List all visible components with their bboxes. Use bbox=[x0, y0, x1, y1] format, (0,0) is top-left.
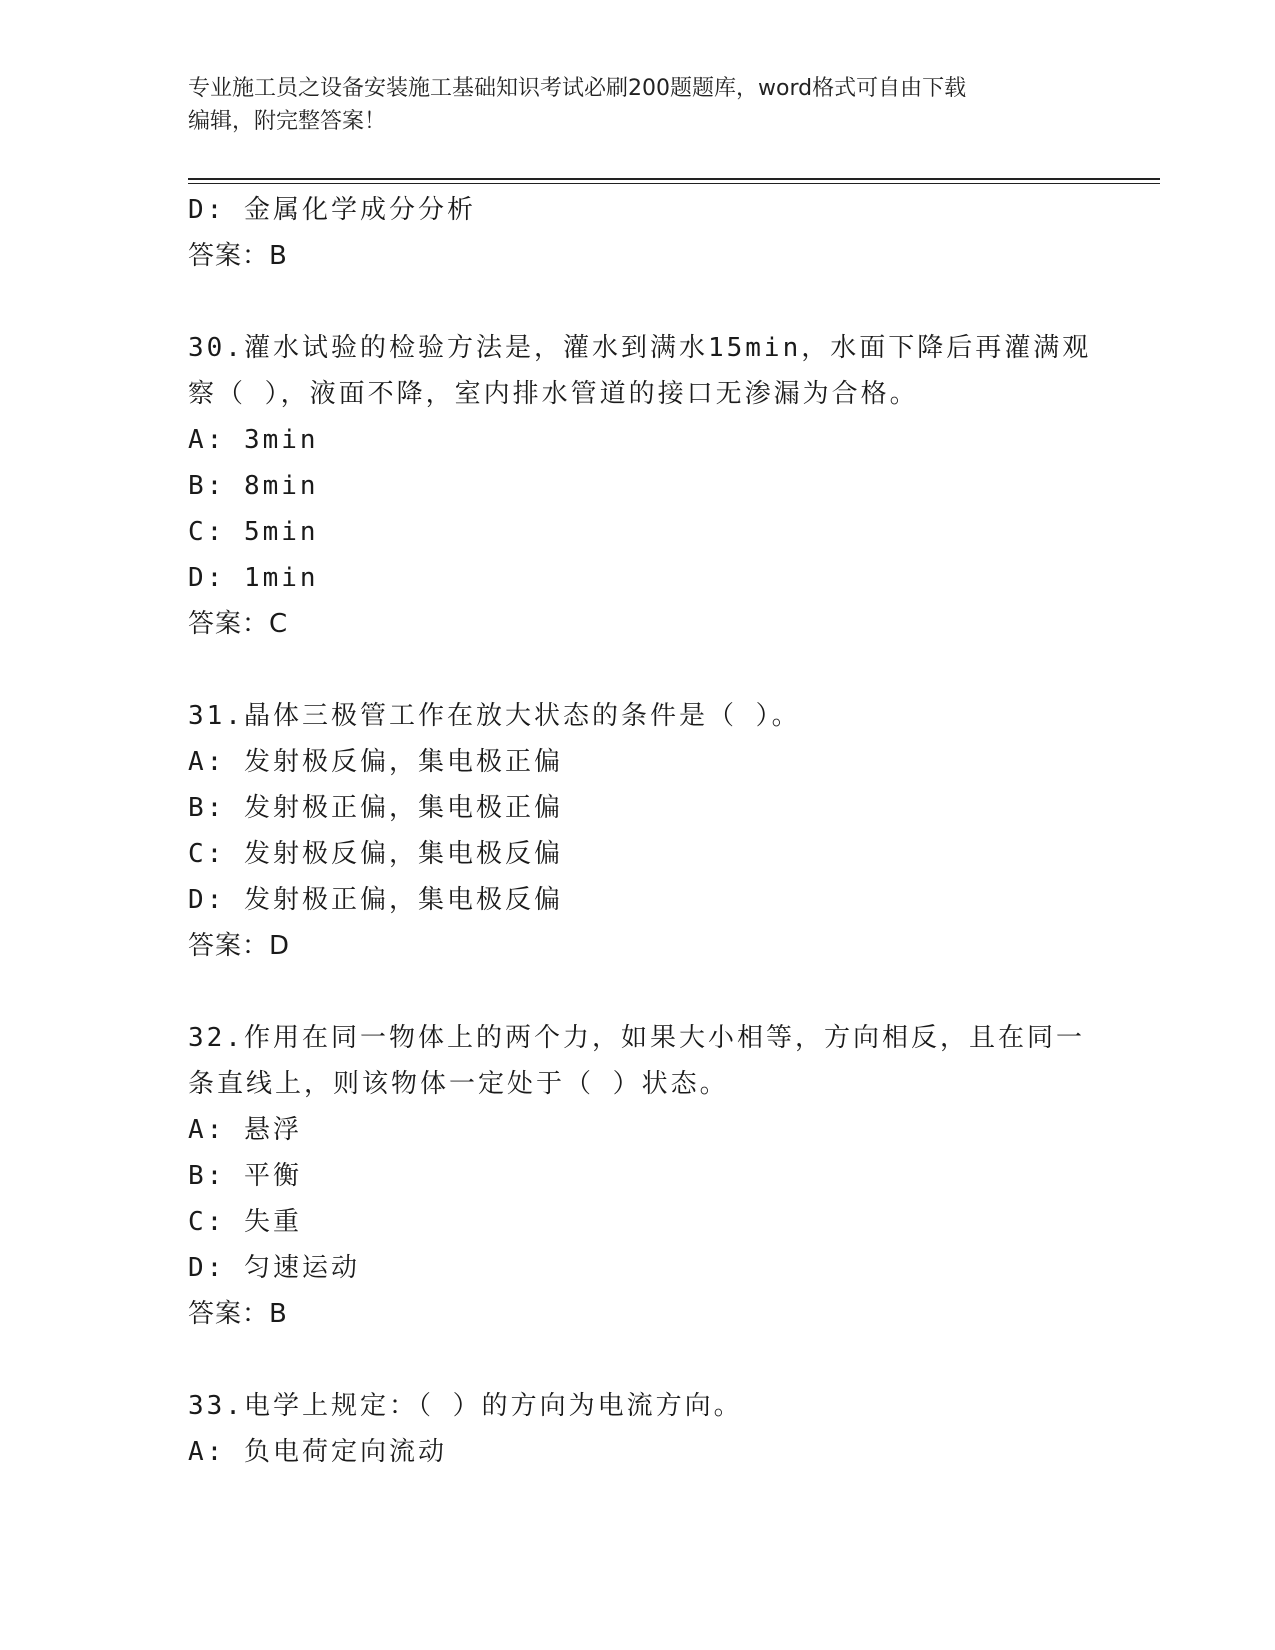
answer-line: 答案：C bbox=[188, 609, 289, 639]
header-title-line-1: 专业施工员之设备安装施工基础知识考试必刷200题题库，word格式可自由下载 bbox=[188, 76, 967, 101]
spacer bbox=[188, 969, 1088, 1015]
spacer bbox=[188, 279, 1088, 325]
header-divider-thin bbox=[188, 183, 1160, 184]
question-stem-line: 31.晶体三极管工作在放大状态的条件是（ ）。 bbox=[188, 701, 801, 731]
question-stem-line: 33.电学上规定：（ ）的方向为电流方向。 bbox=[188, 1391, 743, 1421]
question-stem-line: 30.灌水试验的检验方法是，灌水到满水15min，水面下降后再灌满观 bbox=[188, 333, 1092, 363]
option-a: A: 3min bbox=[188, 425, 319, 455]
option-c: C: 发射极反偏，集电极反偏 bbox=[188, 839, 563, 869]
answer-line: 答案：B bbox=[188, 1299, 288, 1329]
header-title-line-2: 编辑，附完整答案！ bbox=[188, 109, 387, 134]
question-list bbox=[188, 187, 1092, 1475]
option-c: C: 5min bbox=[188, 517, 319, 547]
question-stem-line: 条直线上，则该物体一定处于（ ）状态。 bbox=[188, 1069, 729, 1099]
question-31 bbox=[188, 693, 1088, 969]
spacer bbox=[188, 647, 1088, 693]
option-b: B: 8min bbox=[188, 471, 319, 501]
question-30 bbox=[188, 325, 1092, 647]
page-header bbox=[188, 72, 1068, 138]
option-d: D: 发射极正偏，集电极反偏 bbox=[188, 885, 563, 915]
option-b: B: 平衡 bbox=[188, 1161, 302, 1191]
option-d: D: 匀速运动 bbox=[188, 1253, 360, 1283]
option-a: A: 发射极反偏，集电极正偏 bbox=[188, 747, 563, 777]
question-32 bbox=[188, 1015, 1088, 1337]
answer-line: 答案：D bbox=[188, 931, 291, 961]
answer-line: 答案：B bbox=[188, 241, 288, 271]
option-b: B: 发射极正偏，集电极正偏 bbox=[188, 793, 563, 823]
question-stem-line: 32.作用在同一物体上的两个力，如果大小相等，方向相反，且在同一 bbox=[188, 1023, 1085, 1053]
option-c: C: 失重 bbox=[188, 1207, 302, 1237]
question-stem-line: 察（ ），液面不降，室内排水管道的接口无渗漏为合格。 bbox=[188, 379, 919, 409]
option-d: D: 金属化学成分分析 bbox=[188, 195, 476, 225]
option-a: A: 悬浮 bbox=[188, 1115, 302, 1145]
header-divider-thick bbox=[188, 178, 1160, 180]
option-d: D: 1min bbox=[188, 563, 319, 593]
spacer bbox=[188, 1337, 1088, 1383]
option-a: A: 负电荷定向流动 bbox=[188, 1437, 447, 1467]
question-33 bbox=[188, 1383, 1088, 1475]
